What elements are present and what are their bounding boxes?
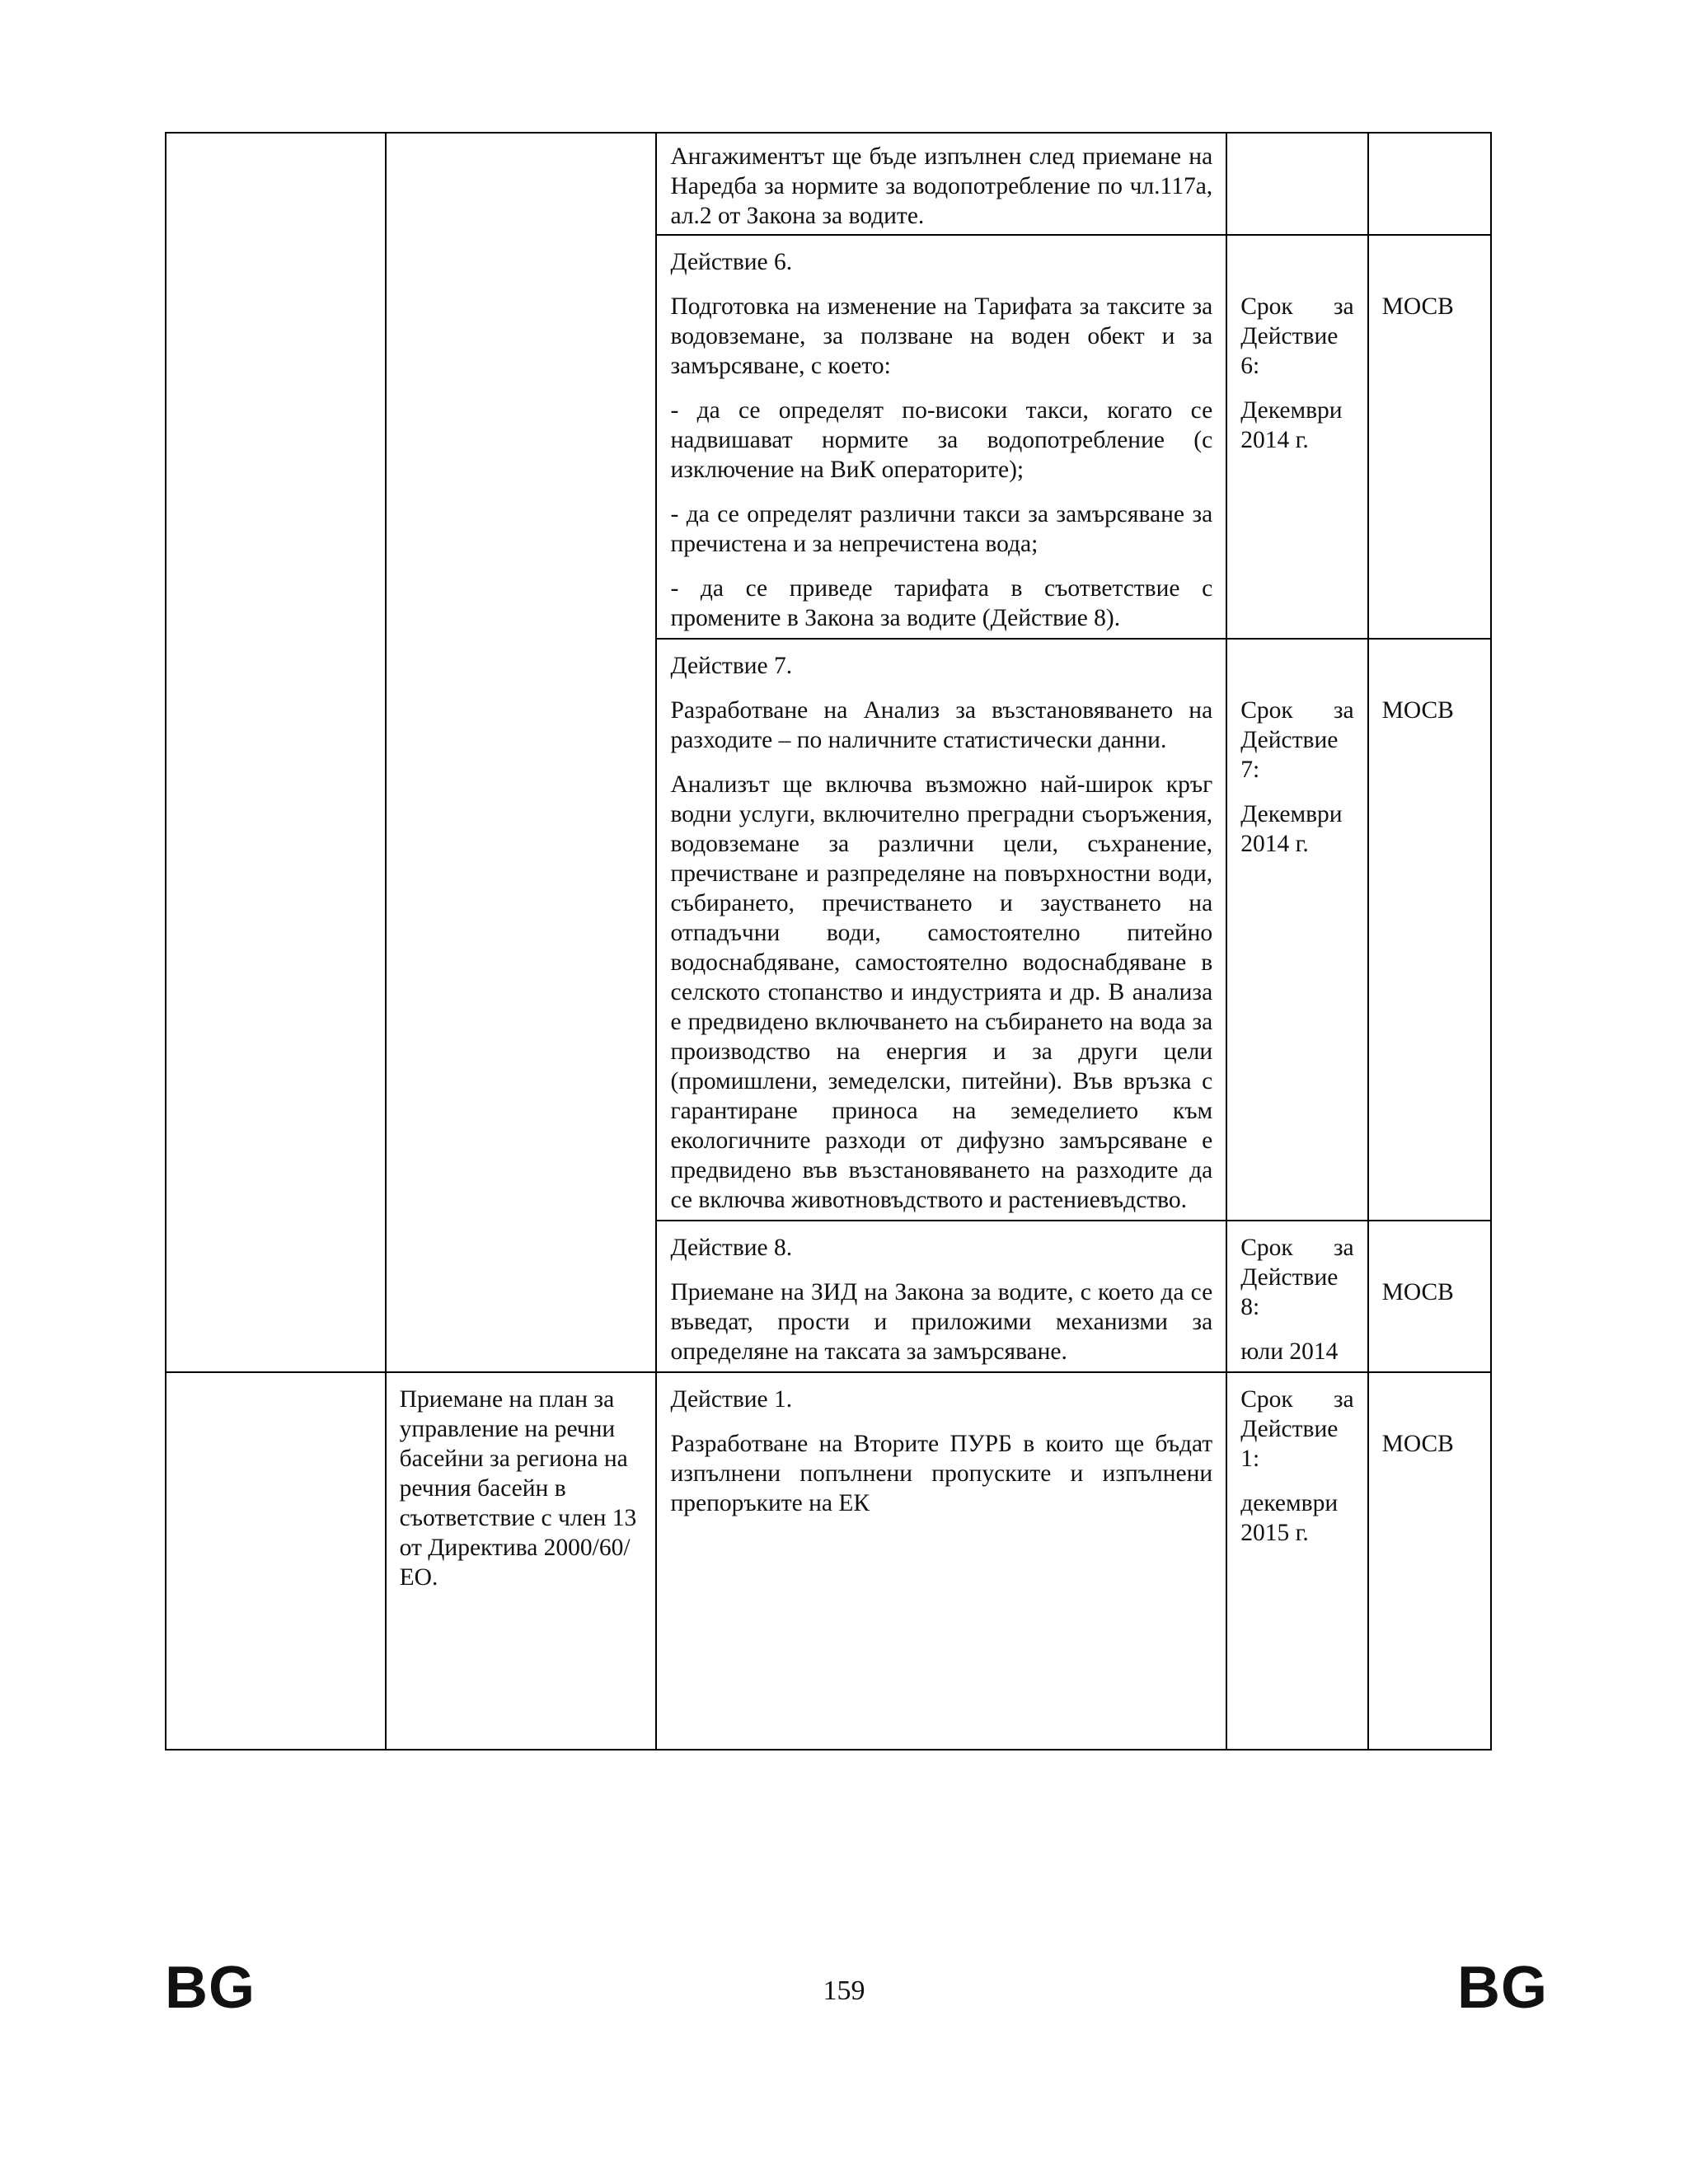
table-cell-empty — [166, 133, 386, 1372]
responsible-institution: МОСВ — [1381, 697, 1454, 724]
responsible-institution: МОСВ — [1381, 293, 1454, 320]
measure-text: Приемане на план за управление на речни басейни за региона на речния басейн в съответствие с член 13 от Директива 2000/60/ЕО. — [399, 1386, 637, 1591]
table-cell-empty — [166, 1372, 386, 1750]
paragraph: Подготовка на изменение на Тарифата за таксите за водовземане, за ползване на воден обект и за замърсяване, с което: — [670, 293, 1213, 379]
term-action: Действие — [1240, 323, 1339, 349]
term-cell — [1226, 235, 1367, 639]
responsible-institution: МОСВ — [1381, 1279, 1454, 1305]
action-title: Действие 1. — [670, 1386, 793, 1413]
paragraph: - да се приведе тарифата в съответствие с промените в Закона за водите (Действие 8). — [670, 575, 1213, 631]
term-action: Действие — [1240, 1416, 1339, 1442]
page-number: 159 — [823, 1975, 865, 2006]
paragraph: Анализът ще включва възможно най-широк кръг водни услуги, включително преградни съоръжения, водовземане за различни цели, съхранение, пречистване и разпределяне на повърхностни води, събирането, пречистването и заустването на отпадъчни води, самостоятелно питейно водоснабдяване, самостоятелно водоснабдяване в селското стопанство и индустрията и др. В анализа е предвидено включването на събирането на вода за производство на енергия и за други цели (промишлени, земеделски, питейни). Във връзка с гарантиране приноса на земеделието към екологичните разходи от дифузно замърсяване е предвидено във възстановяването на разходите да се включва животновъдството и растениевъдство. — [670, 771, 1213, 1213]
term-cell — [1226, 1372, 1367, 1750]
commitments-table — [165, 132, 1492, 1750]
action-title: Действие 8. — [670, 1235, 793, 1261]
paragraph: - да се определят по-високи такси, когато се надвишават нормите за водопотребление (с изключение на ВиК операторите); — [670, 397, 1213, 483]
responsible-cell — [1368, 639, 1491, 1221]
term-label: Срок за — [1240, 697, 1354, 724]
term-label: Срок за — [1240, 1235, 1354, 1261]
action-description-cell — [656, 1372, 1226, 1750]
paragraph: Разработване на Вторите ПУРБ в които ще бъдат изпълнени попълнени пропуските и изпълнени препоръките на ЕК — [670, 1431, 1213, 1516]
term-action: Действие — [1240, 727, 1339, 753]
responsible-institution: МОСВ — [1381, 1431, 1454, 1457]
action-description-cell — [656, 1221, 1226, 1372]
responsible-cell — [1368, 1221, 1491, 1372]
action-description-cell — [656, 133, 1226, 235]
table-row — [166, 133, 1491, 235]
table-row — [166, 1372, 1491, 1750]
paragraph: - да се определят различни такси за замърсяване за пречистена и за непречистена вода; — [670, 501, 1213, 557]
footer-language-code-left: BG — [165, 1955, 256, 2021]
action-title: Действие 7. — [670, 653, 793, 679]
table-cell-empty — [386, 133, 657, 1372]
responsible-cell — [1368, 1372, 1491, 1750]
paragraph: Ангажиментът ще бъде изпълнен след приемане на Наредба за нормите за водопотребление по чл.117а, ал.2 от Закона за водите. — [670, 143, 1213, 229]
term-cell — [1226, 133, 1367, 235]
term-action-number: 6: — [1240, 353, 1260, 379]
action-title: Действие 6. — [670, 249, 793, 275]
responsible-cell — [1368, 133, 1491, 235]
term-action: Действие — [1240, 1264, 1339, 1291]
action-description-cell — [656, 639, 1226, 1221]
term-label: Срок за — [1240, 293, 1354, 320]
term-action-number: 8: — [1240, 1294, 1260, 1320]
term-date: Декември 2014 г. — [1240, 397, 1343, 453]
term-date: юли 2014 — [1240, 1338, 1339, 1365]
term-date: декември 2015 г. — [1240, 1490, 1339, 1546]
term-cell — [1226, 639, 1367, 1221]
responsible-cell — [1368, 235, 1491, 639]
term-action-number: 7: — [1240, 757, 1260, 783]
footer-language-code-right: BG — [1457, 1955, 1548, 2021]
term-action-number: 1: — [1240, 1446, 1260, 1472]
paragraph: Разработване на Анализ за възстановяването на разходите – по наличните статистически данни. — [670, 697, 1213, 753]
paragraph: Приемане на ЗИД на Закона за водите, с което да се въведат, прости и приложими механизми за определяне на таксата за замърсяване. — [670, 1279, 1213, 1365]
term-cell — [1226, 1221, 1367, 1372]
term-label: Срок за — [1240, 1386, 1354, 1413]
action-description-cell — [656, 235, 1226, 639]
term-date: Декември 2014 г. — [1240, 801, 1343, 857]
measure-cell — [386, 1372, 657, 1750]
